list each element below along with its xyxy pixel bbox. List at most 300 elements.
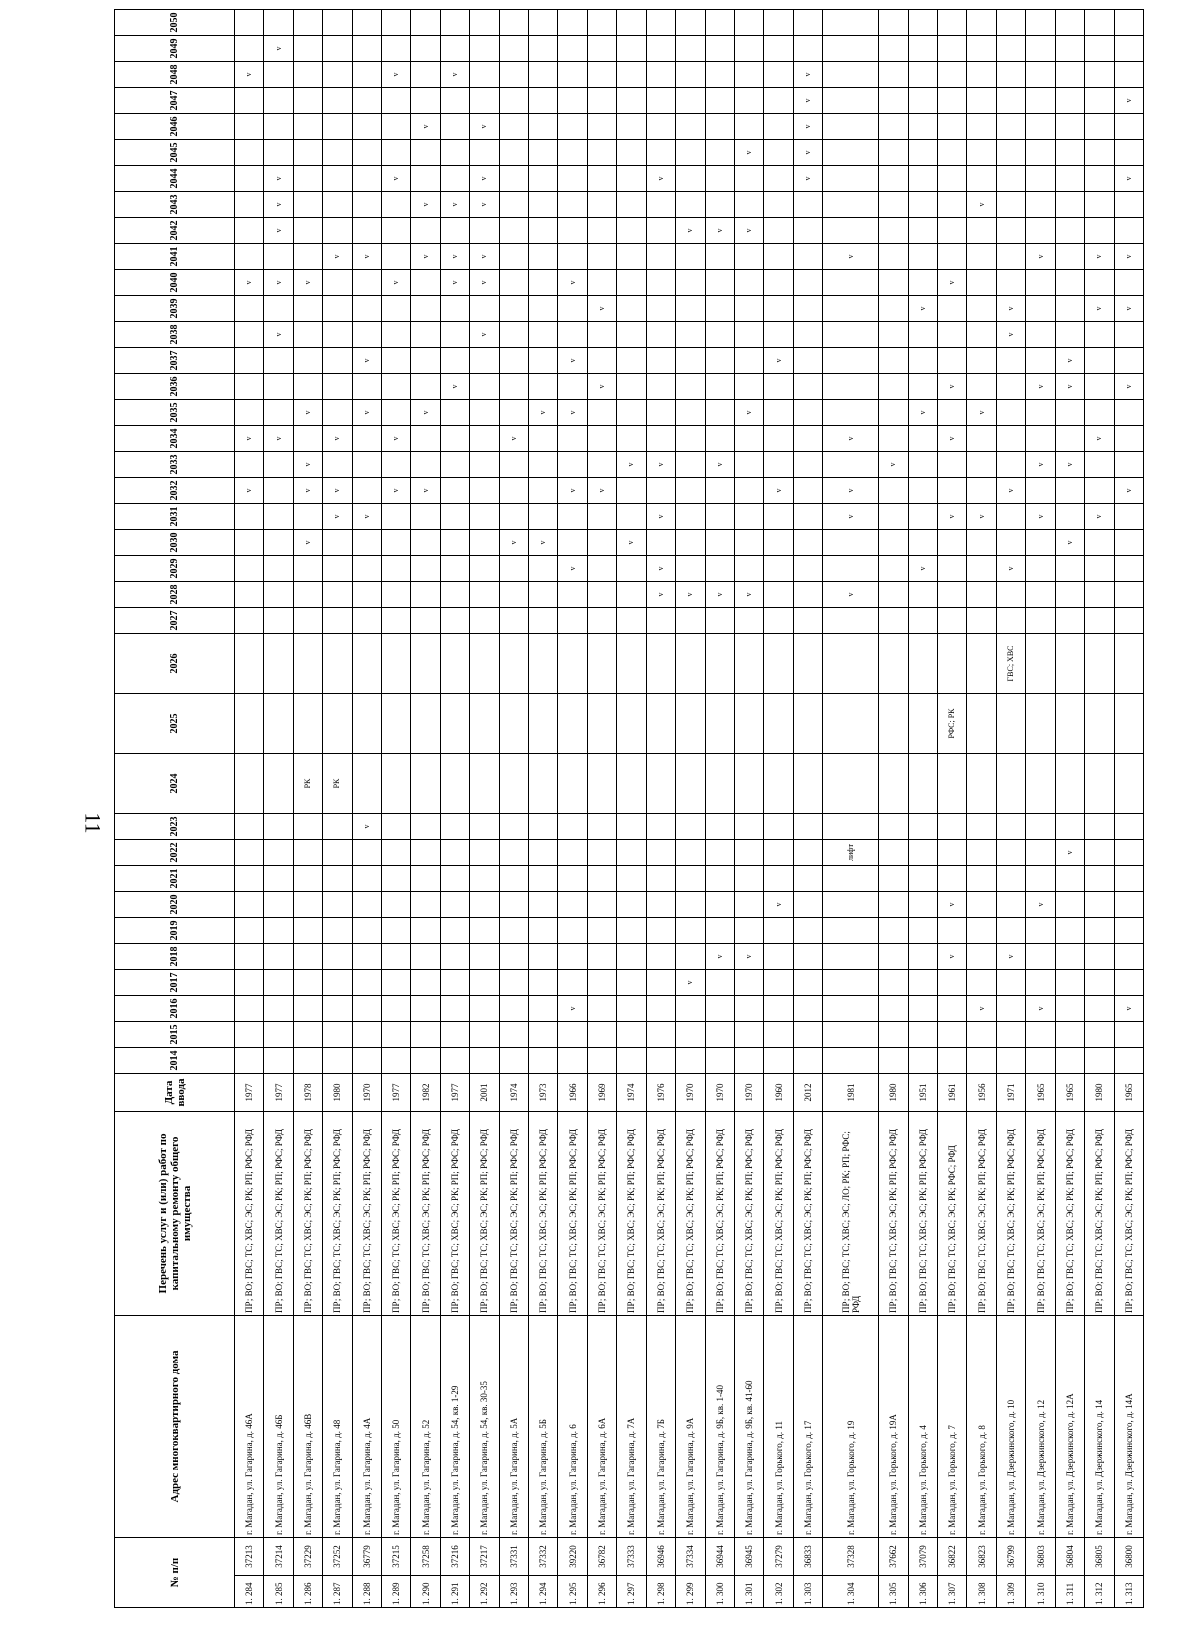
header-year: 2033 [115,451,235,477]
table-row [734,9,763,1607]
plan-cell-empty [587,191,616,217]
table-row [764,9,793,1607]
plan-cell-empty [382,995,411,1021]
plan-cell-empty [617,191,646,217]
building-id: 36833 [793,1537,822,1575]
plan-mark: v [440,269,469,295]
plan-cell-empty [293,113,322,139]
plan-mark: v [734,943,763,969]
plan-mark: v [587,477,616,503]
plan-cell-empty [734,891,763,917]
plan-mark: v [352,813,381,839]
plan-cell-empty [1085,693,1114,753]
plan-cell-empty [1114,139,1143,165]
plan-cell-empty [235,555,264,581]
plan-cell-empty [382,295,411,321]
plan-cell-empty [705,1047,734,1073]
building-address: г. Магадан, ул. Горького, д. 8 [967,1315,996,1537]
plan-cell-empty [676,1021,705,1047]
plan-cell-empty [1114,191,1143,217]
table-row [499,9,528,1607]
plan-cell-empty [440,891,469,917]
plan-cell-empty [996,373,1025,399]
plan-mark: v [996,555,1025,581]
header-year: 2015 [115,1021,235,1047]
plan-mark: v [323,243,352,269]
plan-mark: v [323,477,352,503]
plan-cell-empty [529,113,558,139]
header-year: 2042 [115,217,235,243]
plan-cell-empty [764,839,793,865]
plan-cell-empty [587,555,616,581]
row-number: 1. 307 [938,1576,967,1608]
plan-mark: v [1026,373,1055,399]
plan-cell-empty [676,693,705,753]
plan-cell-empty [1055,1047,1084,1073]
plan-cell-empty [235,9,264,35]
plan-cell-empty [676,839,705,865]
plan-cell-empty [558,165,587,191]
plan-cell-empty [440,555,469,581]
plan-cell-empty [323,451,352,477]
plan-cell-empty [293,633,322,693]
plan-cell-empty [382,373,411,399]
row-number: 1. 303 [793,1576,822,1608]
plan-cell-empty [499,813,528,839]
plan-cell-empty [764,1047,793,1073]
building-address: г. Магадан, ул. Горького, д. 19 [823,1315,879,1537]
plan-cell-empty [558,693,587,753]
plan-cell-empty [1055,191,1084,217]
plan-cell-empty [587,217,616,243]
building-address: г. Магадан, ул. Гагарина, д. 46В [293,1315,322,1537]
header-year: 2040 [115,269,235,295]
plan-cell-empty [499,839,528,865]
services-list: ПР; ВО; ГВС; ТС; ХВС; ЭС; РК; РП; РФС; РФД [705,1111,734,1315]
row-number: 1. 292 [470,1576,499,1608]
year-built: 1974 [499,1073,528,1111]
plan-cell-empty [558,969,587,995]
plan-cell-empty [823,529,879,555]
plan-cell-empty [823,191,879,217]
plan-cell-empty [1114,693,1143,753]
plan-cell-empty [323,113,352,139]
table-row [235,9,264,1607]
plan-cell-empty [499,165,528,191]
plan-cell-empty [382,1021,411,1047]
plan-cell-empty [938,555,967,581]
plan-cell-empty [646,295,675,321]
plan-cell-empty [1026,61,1055,87]
services-list: ПР; ВО; ГВС; ТС; ХВС; ЭС; РК; РП; РФС; РФД [382,1111,411,1315]
plan-cell-empty [352,607,381,633]
plan-cell-empty [1114,753,1143,813]
plan-cell-empty [499,891,528,917]
plan-cell-empty [646,865,675,891]
row-number: 1. 298 [646,1576,675,1608]
plan-cell-empty [1026,813,1055,839]
year-built: 1977 [264,1073,293,1111]
plan-cell-empty [499,269,528,295]
plan-cell-empty [1085,1047,1114,1073]
plan-cell-empty [967,1047,996,1073]
plan-cell-empty [705,865,734,891]
plan-mark: v [938,503,967,529]
plan-cell-empty [879,399,908,425]
plan-cell-empty [264,865,293,891]
header-year: 2034 [115,425,235,451]
plan-cell-empty [470,839,499,865]
plan-cell-empty [617,813,646,839]
plan-cell-empty [382,607,411,633]
plan-cell-empty [293,425,322,451]
plan-cell-empty [264,243,293,269]
plan-cell-empty [676,633,705,693]
plan-mark: v [558,555,587,581]
plan-cell-empty [1026,425,1055,451]
plan-cell-empty [617,633,646,693]
row-number: 1. 312 [1085,1576,1114,1608]
plan-mark: v [676,581,705,607]
plan-cell-empty [235,943,264,969]
building-id: 36799 [996,1537,1025,1575]
plan-mark: v [938,943,967,969]
plan-cell-empty [1085,477,1114,503]
plan-cell-empty [705,995,734,1021]
plan-cell-empty [293,813,322,839]
plan-cell-empty [823,35,879,61]
plan-cell-empty [1055,321,1084,347]
plan-cell-empty [470,451,499,477]
plan-cell-empty [764,165,793,191]
plan-cell-empty [764,113,793,139]
plan-cell-empty [734,295,763,321]
plan-cell-empty [587,1047,616,1073]
header-year: 2050 [115,9,235,35]
plan-cell-empty [1085,165,1114,191]
plan-cell-empty [617,917,646,943]
plan-cell-empty [470,969,499,995]
plan-cell-empty [676,451,705,477]
plan-cell-empty [1026,399,1055,425]
plan-cell-empty [938,477,967,503]
plan-cell-empty [908,839,937,865]
plan-cell-empty [617,943,646,969]
plan-cell-empty [996,969,1025,995]
plan-cell-empty [1026,865,1055,891]
plan-cell-empty [908,1047,937,1073]
plan-cell-empty [879,35,908,61]
building-id: 36782 [587,1537,616,1575]
plan-cell-empty [967,373,996,399]
plan-cell-empty [352,165,381,191]
year-built: 1970 [705,1073,734,1111]
plan-cell-empty [235,969,264,995]
plan-cell-empty [1055,865,1084,891]
header-year: 2016 [115,995,235,1021]
plan-cell-empty [646,839,675,865]
plan-cell-empty [323,35,352,61]
plan-cell-empty [938,969,967,995]
plan-cell-empty [499,191,528,217]
plan-cell-empty [411,373,440,399]
plan-cell-empty [734,87,763,113]
plan-cell-empty [235,87,264,113]
header-year: 2029 [115,555,235,581]
plan-cell-empty [470,581,499,607]
building-id: 37662 [879,1537,908,1575]
plan-mark: v [938,373,967,399]
plan-cell-empty [1055,503,1084,529]
plan-cell-empty [734,753,763,813]
plan-cell-empty [764,917,793,943]
plan-cell-empty [352,139,381,165]
plan-cell-empty [352,529,381,555]
plan-mark: v [1055,347,1084,373]
plan-cell-empty [1085,321,1114,347]
plan-cell-empty [293,373,322,399]
plan-cell-empty [1114,451,1143,477]
plan-cell-empty [1085,347,1114,373]
plan-cell-empty [1026,969,1055,995]
plan-cell-empty [499,865,528,891]
plan-cell-empty [499,113,528,139]
plan-cell-empty [411,61,440,87]
plan-cell-empty [529,191,558,217]
plan-cell-empty [879,969,908,995]
plan-cell-empty [793,9,822,35]
plan-mark: v [440,243,469,269]
plan-cell-empty [264,295,293,321]
plan-cell-empty [764,139,793,165]
plan-cell-empty [1026,839,1055,865]
plan-cell-empty [967,891,996,917]
plan-cell-empty [676,813,705,839]
plan-cell-empty [617,555,646,581]
plan-cell-empty [1026,1047,1055,1073]
plan-mark: v [823,503,879,529]
plan-cell-empty [529,35,558,61]
plan-cell-empty [908,451,937,477]
plan-cell-empty [323,693,352,753]
plan-mark: v [996,295,1025,321]
plan-cell-empty [734,865,763,891]
plan-cell-empty [470,399,499,425]
plan-cell-empty [1085,113,1114,139]
plan-cell-empty [352,555,381,581]
plan-cell-empty [764,321,793,347]
year-built: 1982 [411,1073,440,1111]
plan-cell-empty [734,633,763,693]
plan-cell-empty [823,295,879,321]
plan-cell-empty [705,347,734,373]
plan-cell-empty [1085,555,1114,581]
plan-mark: v [1114,87,1143,113]
plan-cell-empty [440,295,469,321]
plan-cell-empty [734,813,763,839]
plan-cell-empty [764,995,793,1021]
plan-cell-empty [264,61,293,87]
plan-cell-empty [793,693,822,753]
plan-cell-empty [1055,295,1084,321]
plan-cell-empty [823,9,879,35]
plan-cell-empty [411,865,440,891]
plan-mark: v [352,399,381,425]
plan-cell-empty [1114,917,1143,943]
plan-cell-empty [879,347,908,373]
plan-cell-empty [382,243,411,269]
services-list: ПР; ВО; ГВС; ТС; ХВС; ЭС; РК; РП; РФС; РФД [617,1111,646,1315]
year-built: 1961 [938,1073,967,1111]
plan-cell-empty [499,555,528,581]
plan-cell-empty [1055,399,1084,425]
plan-cell-empty [499,503,528,529]
plan-cell-empty [323,995,352,1021]
plan-cell-empty [293,581,322,607]
plan-cell-empty [235,891,264,917]
plan-cell-empty [293,865,322,891]
plan-cell-empty [823,969,879,995]
plan-cell-empty [587,917,616,943]
plan-cell-empty [440,813,469,839]
services-list: ПР; ВО; ГВС; ТС; ХВС; ЭС; РК; РП; РФС; РФД [558,1111,587,1315]
plan-cell-empty [558,9,587,35]
plan-cell-empty [764,1021,793,1047]
plan-cell-empty [967,607,996,633]
header-year: 2048 [115,61,235,87]
building-id: 37334 [676,1537,705,1575]
plan-cell-empty [411,347,440,373]
plan-cell-empty [996,87,1025,113]
building-id: 36779 [352,1537,381,1575]
plan-cell-empty [1085,269,1114,295]
plan-cell-empty [617,217,646,243]
plan-cell-empty [264,581,293,607]
plan-mark: v [352,243,381,269]
building-id: 36823 [967,1537,996,1575]
row-number: 1. 295 [558,1576,587,1608]
header-year: 2041 [115,243,235,269]
plan-cell-empty [382,87,411,113]
plan-cell-empty [499,477,528,503]
plan-cell-empty [908,995,937,1021]
plan-cell-empty [587,943,616,969]
plan-cell-empty [1085,917,1114,943]
plan-cell-empty [676,477,705,503]
plan-mark: v [264,425,293,451]
plan-cell-empty [879,217,908,243]
row-number: 1. 311 [1055,1576,1084,1608]
plan-cell-empty [1085,865,1114,891]
plan-cell-empty [996,451,1025,477]
plan-cell-empty [264,399,293,425]
plan-mark: v [938,269,967,295]
plan-cell-empty [734,555,763,581]
year-built: 1981 [823,1073,879,1111]
plan-cell-empty [764,865,793,891]
plan-cell-empty [996,243,1025,269]
plan-cell-empty [529,581,558,607]
plan-cell-empty [352,943,381,969]
plan-cell-empty [352,321,381,347]
plan-cell-empty [879,633,908,693]
plan-cell-empty [676,243,705,269]
plan-cell-empty [879,321,908,347]
plan-cell-empty [264,1021,293,1047]
plan-cell-empty [382,693,411,753]
plan-cell-empty [587,9,616,35]
plan-cell-empty [764,555,793,581]
plan-cell-empty [879,425,908,451]
services-list: ПР; ВО; ГВС; ТС; ХВС; ЭС; РК; РФС; РФД [938,1111,967,1315]
plan-cell-empty [382,891,411,917]
plan-cell-empty [1085,995,1114,1021]
plan-cell-empty [587,995,616,1021]
plan-cell-empty [499,399,528,425]
plan-cell-empty [705,9,734,35]
plan-cell-empty [1026,113,1055,139]
plan-cell-empty [1085,217,1114,243]
plan-cell-empty [967,425,996,451]
plan-cell-empty [235,753,264,813]
plan-cell-empty [411,529,440,555]
building-address: г. Магадан, ул. Горького, д. 4 [908,1315,937,1537]
year-built: 1974 [617,1073,646,1111]
plan-cell-empty [938,633,967,693]
plan-cell-empty [793,891,822,917]
plan-cell-empty [558,943,587,969]
header-year: 2046 [115,113,235,139]
plan-mark: v [823,243,879,269]
building-address: г. Магадан, ул. Гагарина, д. 5Б [529,1315,558,1537]
row-number: 1. 293 [499,1576,528,1608]
header-year: 2037 [115,347,235,373]
plan-cell-empty [470,633,499,693]
year-built: 1956 [967,1073,996,1111]
plan-cell-empty [1114,969,1143,995]
plan-cell-empty [879,865,908,891]
table-row [293,9,322,1607]
plan-cell-empty [967,529,996,555]
plan-cell-empty [587,529,616,555]
plan-cell-empty [1026,35,1055,61]
plan-cell-empty [264,891,293,917]
plan-cell-empty [705,321,734,347]
plan-cell-empty [676,165,705,191]
plan-cell-empty [764,243,793,269]
plan-cell-empty [529,753,558,813]
plan-cell-empty [764,269,793,295]
plan-cell-empty [587,399,616,425]
plan-cell-empty [823,269,879,295]
plan-mark: v [617,451,646,477]
header-year: 2019 [115,917,235,943]
plan-cell-empty [734,243,763,269]
row-number: 1. 300 [705,1576,734,1608]
plan-cell-empty [705,399,734,425]
plan-cell-empty [823,693,879,753]
plan-cell-empty [323,529,352,555]
plan-cell-empty [235,1047,264,1073]
plan-cell-empty [617,693,646,753]
plan-cell-empty [938,9,967,35]
plan-cell-empty [499,321,528,347]
plan-cell-empty [764,87,793,113]
plan-cell-empty [734,425,763,451]
plan-cell-empty [938,321,967,347]
plan-cell-empty [323,217,352,243]
plan-mark: v [996,321,1025,347]
